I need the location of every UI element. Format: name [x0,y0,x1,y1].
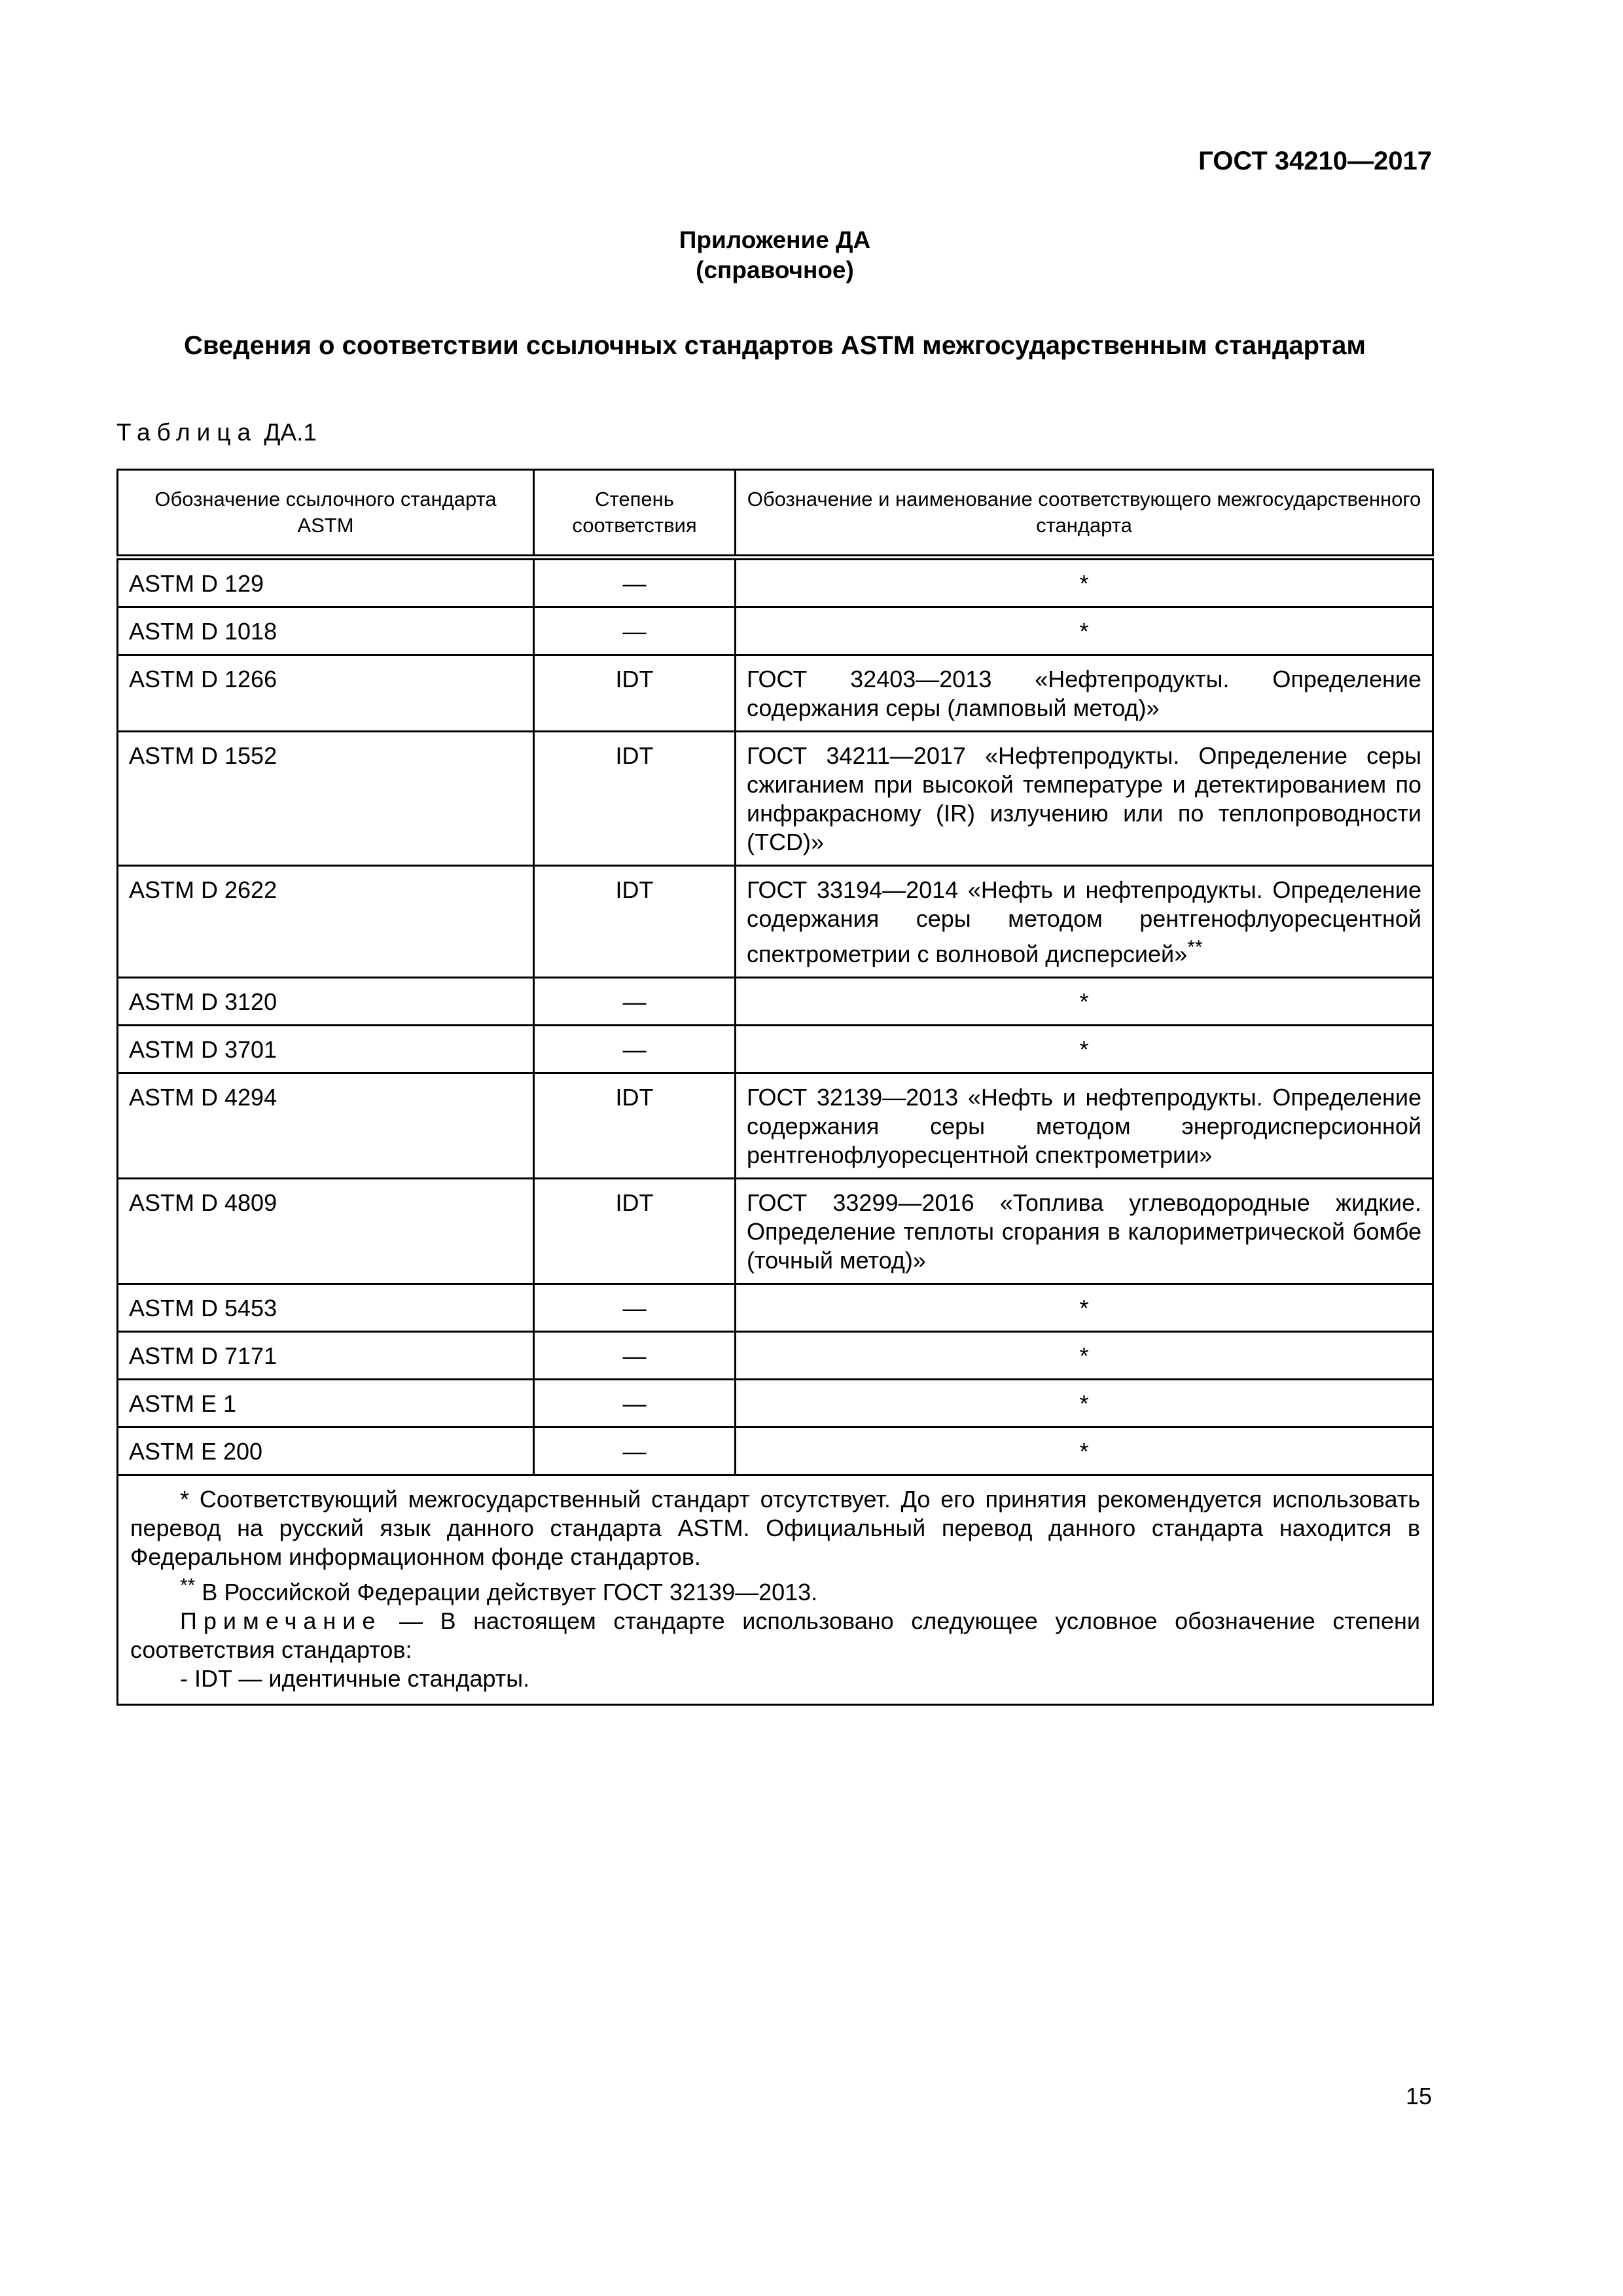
astm-designation-cell: ASTM D 5453 [118,1284,534,1332]
gost-standard-cell [736,866,1433,978]
table-row [118,1073,1433,1179]
table-caption [116,419,317,446]
degree-cell: — [534,1380,736,1427]
table-row [118,1179,1433,1284]
degree-cell: — [534,978,736,1026]
astm-designation-cell: ASTM D 1552 [118,732,534,866]
astm-designation-cell: ASTM D 4294 [118,1073,534,1179]
document-title: Сведения о соответствии ссылочных стандартов ASTM межгосударственным стандартам [184,331,1366,360]
table-row [118,1380,1433,1427]
gost-standard-cell [736,607,1433,655]
astm-designation-cell: ASTM D 3701 [118,1026,534,1073]
table-caption-number: ДА.1 [264,419,317,446]
gost-standard-text: ГОСТ 34211—2017 «Нефтепродукты. Определение серы сжиганием при высокой температуре и детектированием по инфракрасному (IR) излучению или по теплопроводности (TCD)» [747,742,1421,855]
degree-cell: — [534,558,736,607]
note-text: — В настоящем стандарте использовано следующее условное обозначение степени соответствия стандартов: [130,1607,1420,1663]
gost-standard-text: * [1079,1438,1089,1465]
astm-designation-cell: ASTM D 7171 [118,1332,534,1380]
gost-standard-cell [736,558,1433,607]
gost-standard-cell [736,1332,1433,1380]
degree-cell: — [534,607,736,655]
gost-standard-text: * [1079,1295,1089,1321]
gost-standard-cell [736,1284,1433,1332]
astm-designation-cell: ASTM E 1 [118,1380,534,1427]
astm-designation-cell: ASTM D 1266 [118,655,534,732]
degree-cell: — [534,1332,736,1380]
table-row [118,655,1433,732]
footnote-1: * Соответствующий межгосударственный стандарт отсутствует. До его принятия рекомендуется использовать перевод на русский язык данного стандарта ASTM. Официальный перевод данного стандарта находится в Федеральном информационном фонде стандартов. [130,1486,1420,1570]
gost-standard-cell [736,655,1433,732]
gost-standard-cell [736,732,1433,866]
table-row [118,607,1433,655]
gost-standard-text: * [1079,618,1089,645]
table-row [118,558,1433,607]
gost-standard-text: * [1079,1036,1089,1063]
degree-cell: IDT [534,732,736,866]
degree-cell: IDT [534,1073,736,1179]
table-row [118,1026,1433,1073]
astm-designation-cell: ASTM D 3120 [118,978,534,1026]
header-gost: Обозначение и наименование соответствующего межгосударственного стандарта [736,470,1433,558]
appendix-title: Приложение ДА [679,226,871,253]
gost-standard-cell [736,1179,1433,1284]
degree-cell: — [534,1284,736,1332]
header-degree: Степень соответствия [534,470,736,558]
table-row [118,1284,1433,1332]
gost-standard-text: * [1079,1390,1089,1417]
gost-standard-text: ГОСТ 32403—2013 «Нефтепродукты. Определение содержания серы (ламповый метод)» [747,666,1421,721]
table-row [118,1427,1433,1475]
degree-cell: — [534,1427,736,1475]
gost-standard-text: ГОСТ 33194—2014 «Нефть и нефтепродукты. Определение содержания серы методом рентгенофлуоресцентной спектрометрии с волновой дисперсией» [747,876,1421,967]
degree-cell: IDT [534,1179,736,1284]
gost-standard-text: * [1079,1342,1089,1369]
gost-standard-cell [736,1380,1433,1427]
page-number: 15 [1405,2083,1432,2109]
astm-designation-cell: ASTM E 200 [118,1427,534,1475]
table-header-row [118,470,1433,558]
footnote-2-text: В Российской Федерации действует ГОСТ 32139—2013. [195,1579,818,1605]
table-row [118,978,1433,1026]
appendix-subtitle: (справочное) [696,257,854,283]
footnote-ref-mark: ** [1187,937,1203,958]
footnote-2 [130,1571,1420,1607]
notes-row [118,1475,1433,1705]
degree-cell: — [534,1026,736,1073]
table-caption-word: Таблица [116,419,258,446]
gost-standard-cell [736,1073,1433,1179]
notes-cell [118,1475,1433,1705]
gost-standard-cell [736,1427,1433,1475]
appendix-heading [118,225,1432,285]
gost-standard-text: * [1079,570,1089,597]
degree-cell: IDT [534,655,736,732]
table-row [118,866,1433,978]
gost-standard-text: * [1079,988,1089,1015]
document-number: ГОСТ 34210—2017 [1198,147,1432,175]
astm-designation-cell: ASTM D 2622 [118,866,534,978]
astm-designation-cell: ASTM D 1018 [118,607,534,655]
footnote-2-mark: ** [180,1575,196,1596]
idt-definition: - IDT — идентичные стандарты. [180,1665,530,1692]
gost-standard-cell [736,978,1433,1026]
correspondence-table [116,469,1434,1706]
gost-standard-text: ГОСТ 32139—2013 «Нефть и нефтепродукты. Определение содержания серы методом энергодисперсионной рентгенофлуоресцентной спектрометрии» [747,1084,1421,1168]
gost-standard-text: ГОСТ 33299—2016 «Топлива углеводородные жидкие. Определение теплоты сгорания в калориметрической бомбе (точный метод)» [747,1189,1421,1274]
note-label: Примечание [180,1607,382,1634]
note [130,1607,1420,1664]
degree-cell: IDT [534,866,736,978]
table-row [118,1332,1433,1380]
astm-designation-cell: ASTM D 4809 [118,1179,534,1284]
astm-designation-cell: ASTM D 129 [118,558,534,607]
table-row [118,732,1433,866]
header-astm: Обозначение ссылочного стандарта ASTM [118,470,534,558]
gost-standard-cell [736,1026,1433,1073]
